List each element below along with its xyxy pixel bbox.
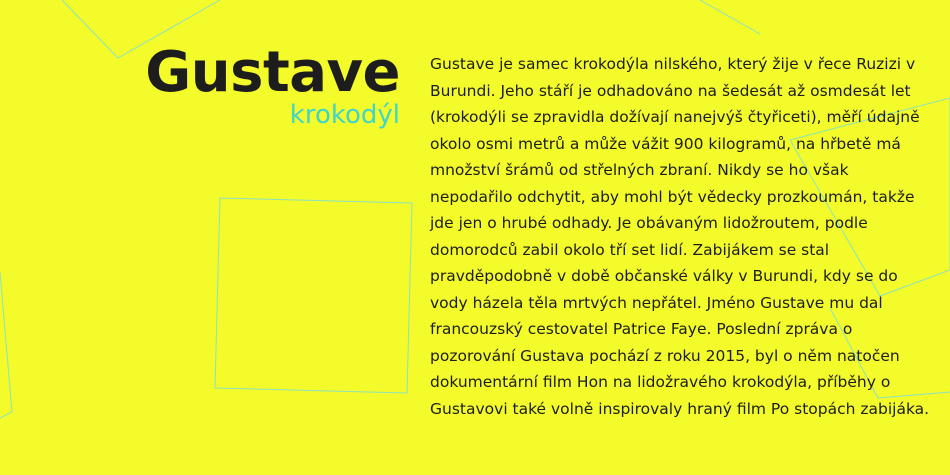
- body-line: Burundi. Jeho stáří je odhadováno na šedesát až osmdesát let: [430, 81, 911, 100]
- page-title: Gustave: [145, 40, 400, 105]
- deco-square-center: [215, 198, 412, 393]
- deco-line-top-right: [700, 0, 760, 34]
- title-block: [145, 40, 400, 130]
- body-line: (krokodýli se zpravidla dožívají nanejvýš čtyřiceti), měří údajně: [430, 108, 920, 126]
- body-line: pravděpodobně v době občanské války v Burundi, kdy se do: [430, 267, 898, 285]
- body-line: francouzský cestovatel Patrice Faye. Poslední zpráva o: [430, 320, 853, 338]
- body-line: Gustave je samec krokodýla nilského, který žije v řece Ruzizi v: [430, 55, 916, 73]
- body-line: jde jen o hrubé odhady. Je obávaným lidožroutem, podle: [430, 214, 868, 232]
- body-line: okolo osmi metrů a může vážit 900 kilogramů, na hřbetě má: [430, 134, 901, 153]
- body-line: pozorování Gustava pochází z roku 2015, byl o něm natočen: [430, 346, 900, 365]
- body-line: vody házela těla mrtvých nepřátel. Jméno Gustave mu dal: [430, 293, 883, 312]
- body-line: nepodařilo odchytit, aby mohl být vědecky prozkoumán, takže: [430, 187, 915, 206]
- deco-line-left: [0, 272, 12, 418]
- body-paragraph: [430, 51, 930, 422]
- body-line: dokumentární film Hon na lidožravého krokodýla, příběhy o: [430, 373, 891, 391]
- page-subtitle: krokodýl: [289, 100, 400, 130]
- body-line: domorodců zabil okolo tří set lidí. Zabijákem se stal: [430, 240, 830, 259]
- body-line: množství šrámů od střelných zbraní. Nikdy se ho však: [430, 161, 849, 179]
- body-line: Gustavovi také volně inspirovaly hraný film Po stopách zabijáka.: [430, 399, 930, 418]
